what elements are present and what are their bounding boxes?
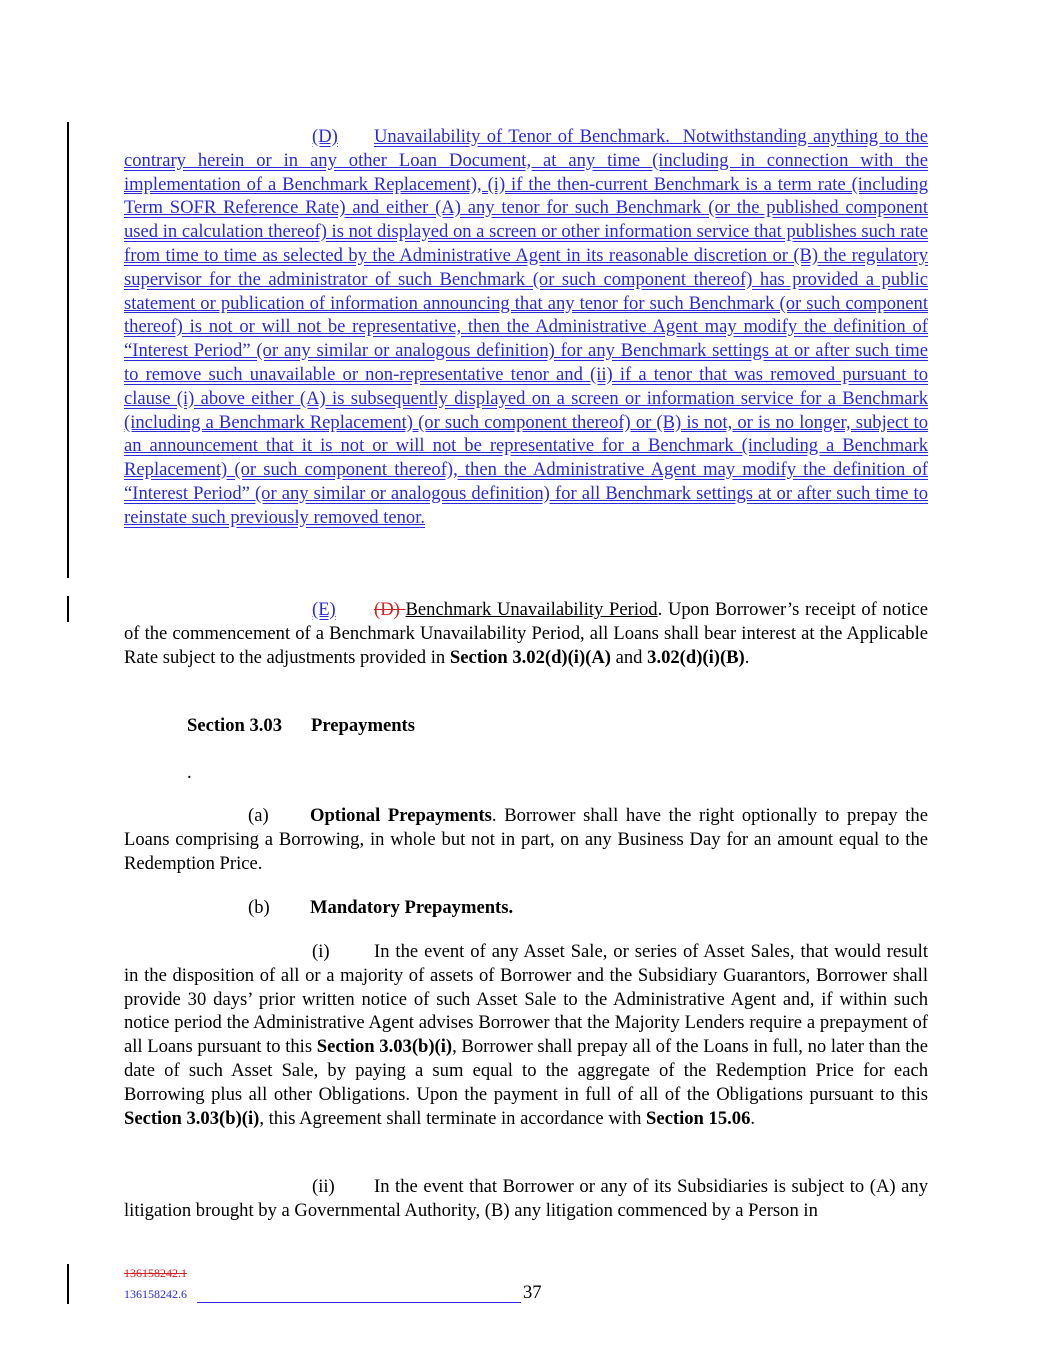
change-bar bbox=[67, 1264, 69, 1304]
section-reference: 3.02(d)(i)(B) bbox=[647, 646, 745, 668]
section-title: Prepayments bbox=[311, 715, 415, 736]
paragraph-text: . Borrower shall have the right optionally to prepay the Loans comprising a Borrowing, in whole but not in part, on any Business Day for an amount equal to the Redemption Price. bbox=[124, 805, 928, 874]
section-reference: Section 3.02(d)(i)(A) bbox=[449, 646, 611, 668]
footer-doc-id: 136158242.6 bbox=[124, 1287, 187, 1301]
change-bar bbox=[67, 596, 69, 622]
section-reference: Section 3.03(b)(i) bbox=[124, 1107, 260, 1129]
paragraph-label: (ii) bbox=[312, 1176, 335, 1197]
paragraph-i: (i) In the event of any Asset Sale, or series of Asset Sales, that would result in the disposition of all or a majority of assets of Borrower and the Subsidiary Guarantors, Borrower shall provide 30 days’ prior written notice of such Asset Sale to the Administrative Agent and, if within such notice period the Administrative Agent advises Borrower that the Majority Lenders require a prepayment of all Loans pursuant to this Section 3.03(b)(i), Borrower shall prepay all of the Loans in full, no later than the date of such Asset Sale, by paying a sum equal to the aggregate of the Redemption Price for each Borrowing plus all other Obligations. Upon the payment in full of all of the Obligations pursuant to this Section 3.03(b)(i), this Agreement shall terminate in accordance with Section 15.06. bbox=[124, 941, 928, 1129]
paragraph-d bbox=[124, 125, 928, 530]
change-bar bbox=[67, 122, 69, 578]
paragraph-title: Optional Prepayments bbox=[310, 805, 492, 826]
paragraph-text: In the event that Borrower or any of its Subsidiaries is subject to (A) any litigation brought by a Governmental Authority, (B) any litigation commenced by a Person in bbox=[124, 1176, 928, 1221]
paragraph-ii bbox=[124, 1175, 928, 1223]
section-heading bbox=[187, 715, 415, 737]
paragraph-label: (a) bbox=[248, 805, 269, 826]
paragraph-label: (b) bbox=[248, 897, 270, 918]
paragraph-title: Unavailability of Tenor of Benchmark. bbox=[374, 126, 670, 147]
footer-rule bbox=[197, 1302, 521, 1303]
paragraph-title: Mandatory Prepayments. bbox=[310, 897, 514, 918]
section-reference: Section 15.06 bbox=[646, 1107, 751, 1129]
paragraph-title: Benchmark Unavailability Period bbox=[405, 599, 658, 620]
paragraph-a bbox=[124, 804, 928, 875]
footer-doc-id-deleted: 136158242.1 bbox=[124, 1266, 187, 1280]
paragraph-e: (E) (D) Benchmark Unavailability Period. Upon Borrower’s receipt of notice of the commencement of a Benchmark Unavailability Period, all Loans shall bear interest at the Applicable Rate subject to the adjustments provided in Section 3.02(d)(i)(A) and 3.02(d)(i)(B). bbox=[124, 599, 928, 668]
section-number: Section 3.03 bbox=[187, 715, 283, 736]
page-number: 37 bbox=[523, 1282, 542, 1303]
deleted-label: (D) bbox=[374, 599, 406, 620]
section-dot: . bbox=[187, 762, 192, 783]
section-reference: Section 3.03(b)(i) bbox=[316, 1036, 453, 1058]
paragraph-text: Notwithstanding anything to the contrary herein or in any other Loan Document, at any time (including in connection with the implementation of a Benchmark Replacement), (i) if the then-current Benchmark is a term rate (including Term SOFR Reference Rate) and either (A) any tenor for such Benchmark (or the published component used in calculation thereof) is not displayed on a screen or other information service that publishes such rate from time to time as selected by the Administrative Agent in its reasonable discretion or (B) the regulatory supervisor for the administrator of such Benchmark (or such component thereof) has provided a public statement or publication of information announcing that any tenor for such Benchmark (or such component thereof) is not or will not be representative, then the Administrative Agent may modify the definition of “Interest Period” (or any similar or analogous definition) for any Benchmark settings at or after such time to remove such unavailable or non-representative tenor and (ii) if a tenor that was removed pursuant to clause (i) above either (A) is subsequently displayed on a screen or information service for a Benchmark (including a Benchmark Replacement) (or such component thereof) or (B) is not, or is no longer, subject to an announcement that it is not or will not be representative for a Benchmark (including a Benchmark Replacement) (or such component thereof), then the Administrative Agent may modify the definition of “Interest Period” (or any similar or analogous definition) for all Benchmark settings at or after such time to reinstate such previously removed tenor. bbox=[124, 126, 929, 528]
paragraph-b bbox=[124, 896, 928, 920]
paragraph-label: (i) bbox=[312, 941, 330, 962]
paragraph-label: (D) bbox=[312, 126, 338, 147]
paragraph-label: (E) bbox=[312, 599, 336, 620]
